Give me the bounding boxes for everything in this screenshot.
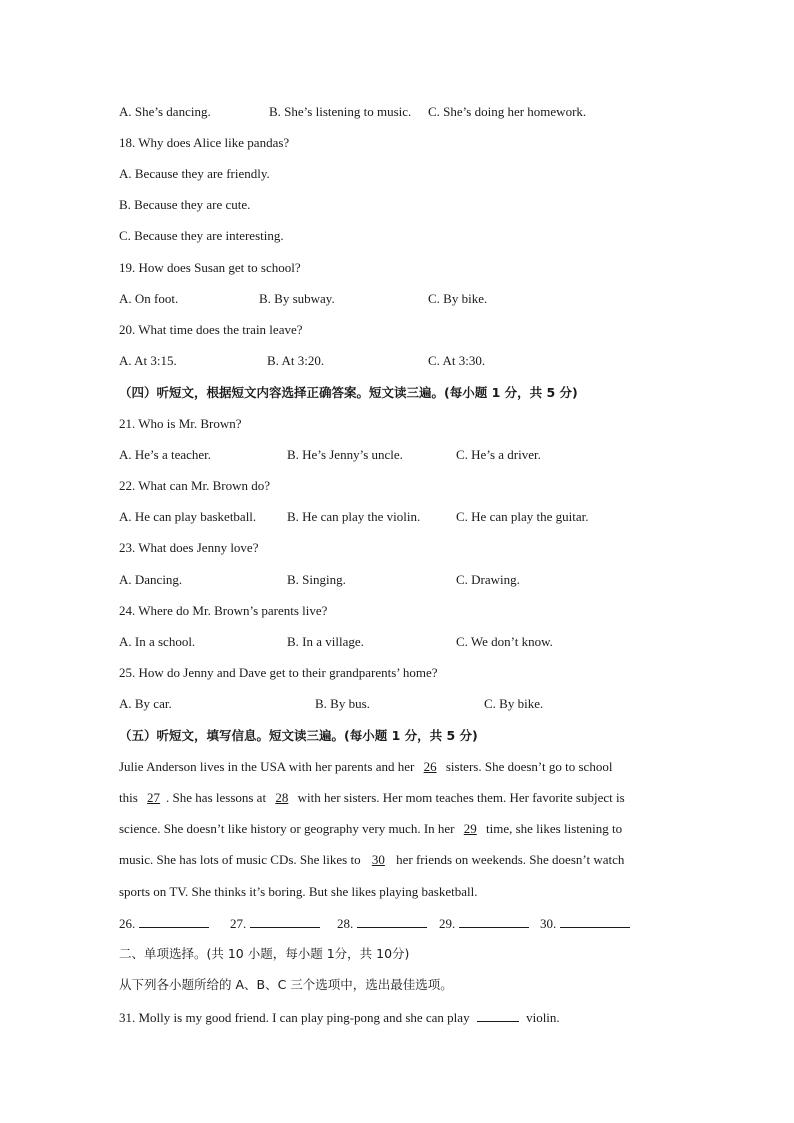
answer-label: 28. — [337, 916, 354, 931]
passage-text: her friends on weekends. She doesn’t watch — [396, 852, 625, 867]
q19-stem: 19. How does Susan get to school? — [119, 260, 301, 275]
passage-text: sisters. She doesn’t go to school — [445, 759, 613, 774]
blank-28: 28 — [275, 790, 289, 805]
q23-option-c: C. Drawing. — [456, 572, 520, 587]
q18-stem: 18. Why does Alice like pandas? — [119, 135, 290, 150]
q23-option-b: B. Singing. — [287, 572, 346, 587]
passage-text: . She has lessons at — [166, 790, 267, 805]
q22-option-a: A. He can play basketball. — [119, 509, 257, 524]
passage-text: with her sisters. Her mom teaches them. Her favorite subject is — [297, 790, 625, 805]
passage-text: time, she likes listening to — [486, 821, 623, 836]
q23-stem: 23. What does Jenny love? — [119, 540, 259, 555]
answer-blank-26[interactable] — [119, 915, 209, 932]
q31-stem — [119, 1008, 560, 1026]
part-2-instructions: 从下列各小题所给的 A、B、C 三个选项中，选出最佳选项。 — [119, 977, 453, 992]
answer-line[interactable] — [459, 915, 529, 928]
q20-option-c: C. At 3:30. — [428, 353, 486, 368]
answer-blank-28[interactable] — [337, 915, 427, 932]
q31-text: 31. Molly is my good friend. I can play ping-pong and she can play — [119, 1010, 470, 1025]
q18-option-c: C. Because they are interesting. — [119, 228, 284, 243]
blank-29: 29 — [463, 821, 477, 836]
passage-text: this — [119, 790, 138, 805]
passage-line-2 — [119, 790, 675, 806]
answer-label: 26. — [119, 916, 136, 931]
passage-line-4 — [119, 852, 675, 868]
passage-text: music. She has lots of music CDs. She likes to — [119, 852, 361, 867]
q17-option-c: C. She’s doing her homework. — [428, 104, 587, 119]
q23-option-a: A. Dancing. — [119, 572, 183, 587]
q25-option-a: A. By car. — [119, 696, 172, 711]
q17-option-a: A. She’s dancing. — [119, 104, 211, 119]
q18-option-a: A. Because they are friendly. — [119, 166, 270, 181]
q25-option-c: C. By bike. — [484, 696, 544, 711]
answer-blank-29[interactable] — [439, 915, 529, 932]
q21-option-a: A. He’s a teacher. — [119, 447, 212, 462]
passage-line-3 — [119, 821, 675, 837]
q20-stem: 20. What time does the train leave? — [119, 322, 303, 337]
q24-option-c: C. We don’t know. — [456, 634, 553, 649]
q21-stem: 21. Who is Mr. Brown? — [119, 416, 242, 431]
blank-27: 27 — [147, 790, 161, 805]
q20-option-b: B. At 3:20. — [267, 353, 325, 368]
q24-stem: 24. Where do Mr. Brown’s parents live? — [119, 603, 328, 618]
q22-stem: 22. What can Mr. Brown do? — [119, 478, 271, 493]
passage-text: Julie Anderson lives in the USA with her parents and her — [119, 759, 415, 774]
answer-label: 30. — [540, 916, 557, 931]
answer-line[interactable] — [139, 915, 209, 928]
q31-text: violin. — [526, 1010, 560, 1025]
q18-option-b: B. Because they are cute. — [119, 197, 251, 212]
blank-30: 30 — [371, 852, 385, 867]
blank-26: 26 — [423, 759, 437, 774]
passage-line-5: sports on TV. She thinks it’s boring. But she likes playing basketball. — [119, 884, 478, 899]
q19-option-a: A. On foot. — [119, 291, 179, 306]
q22-option-c: C. He can play the guitar. — [456, 509, 589, 524]
q25-option-b: B. By bus. — [315, 696, 370, 711]
answer-line[interactable] — [250, 915, 320, 928]
q21-option-b: B. He’s Jenny’s uncle. — [287, 447, 403, 462]
answer-label: 27. — [230, 916, 247, 931]
q22-option-b: B. He can play the violin. — [287, 509, 421, 524]
q21-option-c: C. He’s a driver. — [456, 447, 541, 462]
q24-option-a: A. In a school. — [119, 634, 196, 649]
answer-blank-27[interactable] — [230, 915, 320, 932]
part-2-heading: 二、单项选择。(共 10 小题，每小题 1分，共 10分) — [119, 946, 410, 961]
q17-option-b: B. She’s listening to music. — [269, 104, 412, 119]
q19-option-c: C. By bike. — [428, 291, 488, 306]
q31-blank[interactable] — [477, 1008, 519, 1022]
answer-label: 29. — [439, 916, 456, 931]
answer-blank-30[interactable] — [540, 915, 630, 932]
section-5-heading: （五）听短文，填写信息。短文读三遍。(每小题 1 分，共 5 分) — [119, 728, 478, 743]
q24-option-b: B. In a village. — [287, 634, 364, 649]
passage-text: science. She doesn’t like history or geography very much. In her — [119, 821, 455, 836]
answer-line[interactable] — [560, 915, 630, 928]
passage-line-1 — [119, 759, 675, 775]
q25-stem: 25. How do Jenny and Dave get to their grandparents’ home? — [119, 665, 438, 680]
q19-option-b: B. By subway. — [259, 291, 335, 306]
section-4-heading: （四）听短文，根据短文内容选择正确答案。短文读三遍。(每小题 1 分，共 5 分) — [119, 385, 578, 400]
answer-line[interactable] — [357, 915, 427, 928]
q20-option-a: A. At 3:15. — [119, 353, 177, 368]
